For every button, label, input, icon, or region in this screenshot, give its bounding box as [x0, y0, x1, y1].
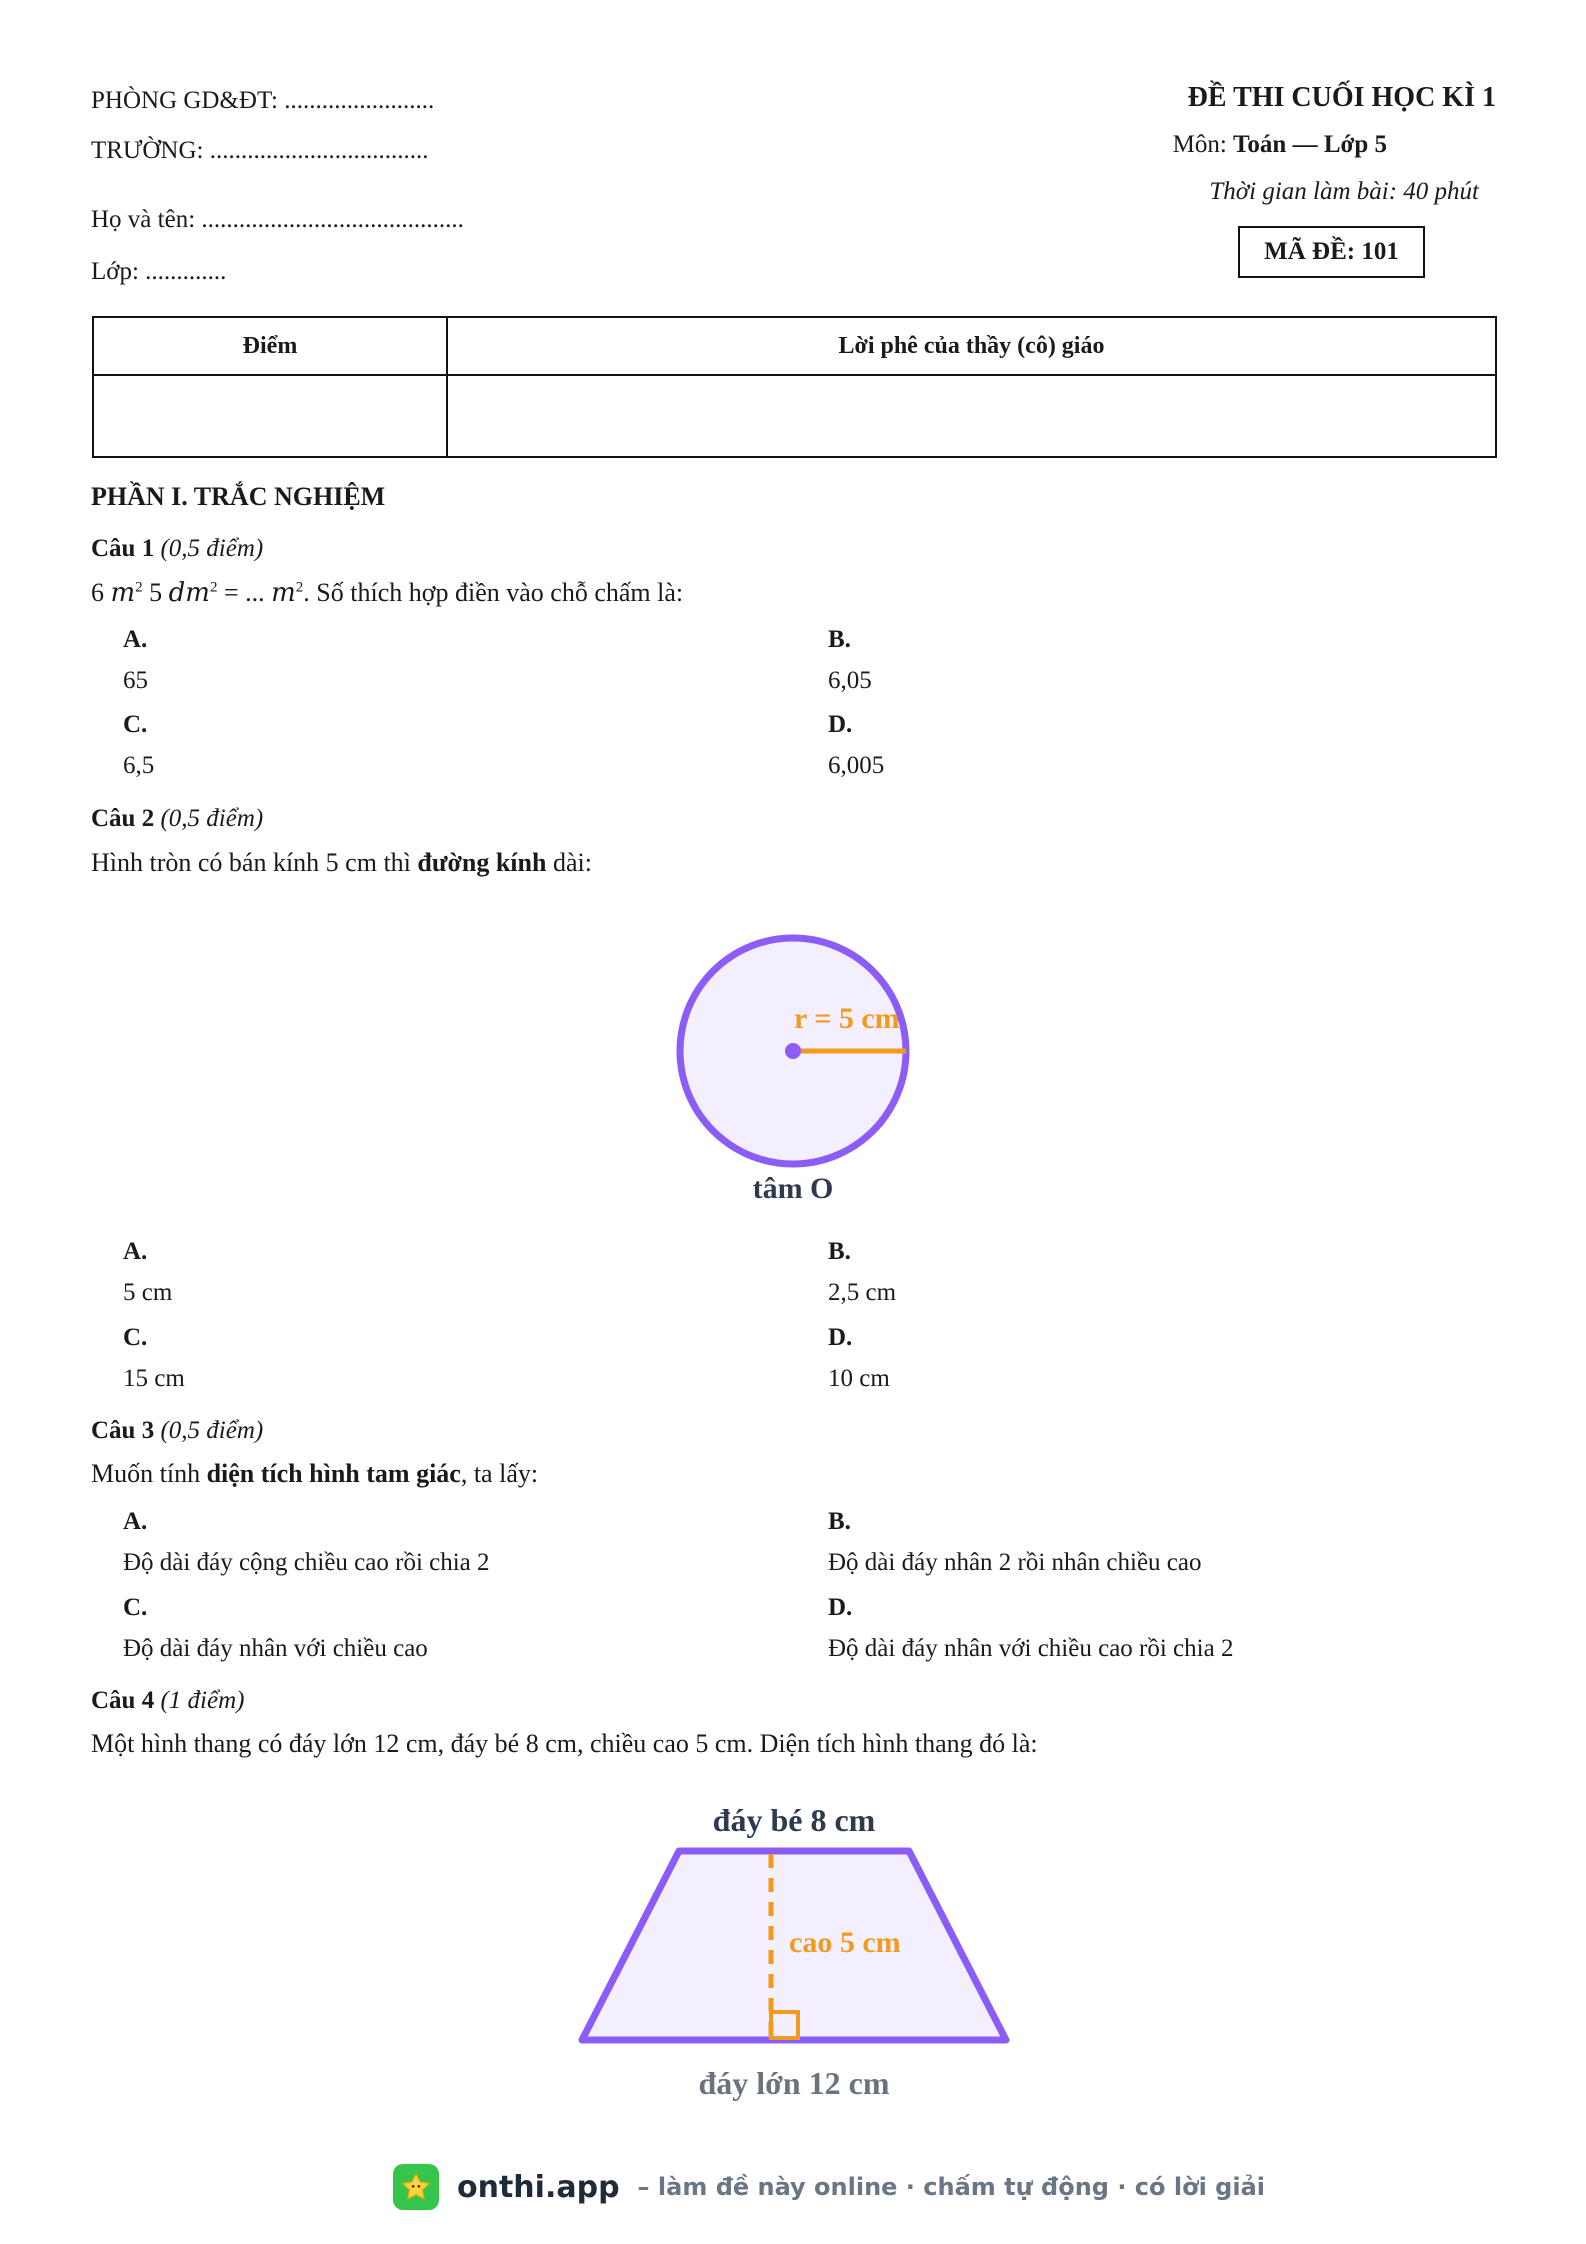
q2-option-b-value[interactable]: 2,5 cm — [828, 1279, 897, 1306]
q1-option-a-value[interactable]: 65 — [123, 667, 148, 694]
question-1-text — [91, 578, 683, 608]
q1-text-part: = ... — [217, 578, 272, 607]
q3-option-b-label[interactable]: B. — [828, 1508, 851, 1535]
q1-option-d-value[interactable]: 6,005 — [828, 752, 885, 779]
q2-option-c-label[interactable]: C. — [123, 1324, 148, 1351]
height-label: cao 5 cm — [789, 1926, 901, 1959]
footer-banner[interactable] — [393, 2164, 1265, 2210]
section-title: PHẦN I. TRẮC NGHIỆM — [91, 482, 386, 511]
q1-unit-m: m — [110, 578, 136, 608]
question-3-header — [91, 1417, 263, 1445]
question-label: Câu 1 — [91, 535, 155, 562]
trapezoid-figure — [560, 1790, 1030, 2110]
brand-name: onthi.app — [457, 2169, 620, 2205]
center-label: tâm O — [752, 1172, 834, 1205]
q1-unit-dm: dm — [168, 578, 210, 608]
comment-cell[interactable] — [447, 375, 1496, 457]
student-name-line: Họ và tên: .......................................... — [91, 206, 464, 233]
q2-text-bold: đường kính — [417, 848, 547, 877]
question-label: Câu 4 — [91, 1687, 155, 1714]
q2-option-d-label[interactable]: D. — [828, 1324, 853, 1351]
question-2-header — [91, 805, 263, 833]
question-3-text — [91, 1459, 538, 1489]
subject-value: Toán — Lớp 5 — [1233, 131, 1387, 158]
q2-text-part: dài: — [546, 848, 592, 877]
school-line: TRƯỜNG: ................................... — [91, 137, 429, 164]
q2-option-b-label[interactable]: B. — [828, 1238, 851, 1265]
q1-sup: 2 — [295, 579, 304, 596]
radius-label: r = 5 cm — [794, 1002, 900, 1035]
comment-header: Lời phê của thầy (cô) giáo — [447, 317, 1496, 375]
class-line: Lớp: ............. — [91, 258, 227, 285]
brand-tagline: – làm đề này online · chấm tự động · có lời giải — [637, 2173, 1266, 2201]
q1-sup: 2 — [135, 579, 143, 596]
q2-option-a-value[interactable]: 5 cm — [123, 1279, 173, 1306]
time-limit: Thời gian làm bài: 40 phút — [1209, 178, 1479, 205]
top-base-label: đáy bé 8 cm — [712, 1802, 876, 1838]
q3-option-a-value[interactable]: Độ dài đáy cộng chiều cao rồi chia 2 — [123, 1549, 490, 1576]
question-points: (0,5 điểm) — [160, 1417, 264, 1444]
subject-prefix: Môn: — [1172, 131, 1227, 158]
question-4-text: Một hình thang có đáy lớn 12 cm, đáy bé 8 cm, chiều cao 5 cm. Diện tích hình thang đó là: — [91, 1729, 1038, 1758]
q2-text-part: Hình tròn có bán kính 5 cm thì — [91, 848, 418, 877]
q3-option-d-label[interactable]: D. — [828, 1594, 853, 1621]
grade-table — [92, 316, 1497, 458]
q2-option-c-value[interactable]: 15 cm — [123, 1365, 185, 1392]
q3-option-d-value[interactable]: Độ dài đáy nhân với chiều cao rồi chia 2 — [828, 1635, 1234, 1662]
q3-option-b-value[interactable]: Độ dài đáy nhân 2 rồi nhân chiều cao — [828, 1549, 1202, 1576]
question-4-header — [91, 1687, 244, 1715]
q1-unit-m: m — [271, 578, 296, 608]
q3-option-c-label[interactable]: C. — [123, 1594, 148, 1621]
q2-option-d-value[interactable]: 10 cm — [828, 1365, 890, 1392]
q1-text-part: . Số thích hợp điền vào chỗ chấm là: — [303, 578, 684, 607]
q3-text-part: , ta lấy: — [460, 1459, 539, 1488]
question-points: (0,5 điểm) — [160, 805, 264, 832]
star-icon — [393, 2164, 439, 2210]
question-points: (0,5 điểm) — [160, 535, 264, 562]
q3-option-a-label[interactable]: A. — [123, 1508, 148, 1535]
star-glyph — [399, 2170, 433, 2204]
question-points: (1 điểm) — [160, 1687, 245, 1714]
q2-option-a-label[interactable]: A. — [123, 1238, 148, 1265]
q3-option-c-value[interactable]: Độ dài đáy nhân với chiều cao — [123, 1635, 428, 1662]
question-2-text — [91, 848, 592, 878]
q1-option-a-label[interactable]: A. — [123, 626, 148, 653]
subject-line — [1173, 131, 1387, 159]
q1-text-part: 5 — [142, 578, 169, 607]
circle-figure — [660, 920, 930, 1210]
q1-option-b-value[interactable]: 6,05 — [828, 667, 872, 694]
exam-title: ĐỀ THI CUỐI HỌC KÌ 1 — [1187, 82, 1496, 113]
center-dot — [785, 1043, 801, 1059]
grade-cell[interactable] — [93, 375, 447, 457]
exam-code: MÃ ĐỀ: 101 — [1264, 238, 1399, 265]
dept-line: PHÒNG GD&ĐT: ........................ — [91, 87, 435, 114]
question-label: Câu 2 — [91, 805, 155, 832]
q3-text-part: Muốn tính — [91, 1459, 207, 1488]
question-label: Câu 3 — [91, 1417, 155, 1444]
q1-option-c-value[interactable]: 6,5 — [123, 752, 155, 779]
q1-option-b-label[interactable]: B. — [828, 626, 851, 653]
q3-text-bold: diện tích hình tam giác — [206, 1459, 461, 1488]
q1-option-d-label[interactable]: D. — [828, 711, 853, 738]
bottom-base-label: đáy lớn 12 cm — [698, 2065, 890, 2101]
exam-code-box — [1238, 226, 1425, 278]
q1-sup: 2 — [209, 579, 218, 596]
q1-option-c-label[interactable]: C. — [123, 711, 148, 738]
q1-text-part: 6 — [91, 578, 111, 607]
question-1-header — [91, 535, 263, 563]
grade-header: Điểm — [93, 317, 447, 375]
